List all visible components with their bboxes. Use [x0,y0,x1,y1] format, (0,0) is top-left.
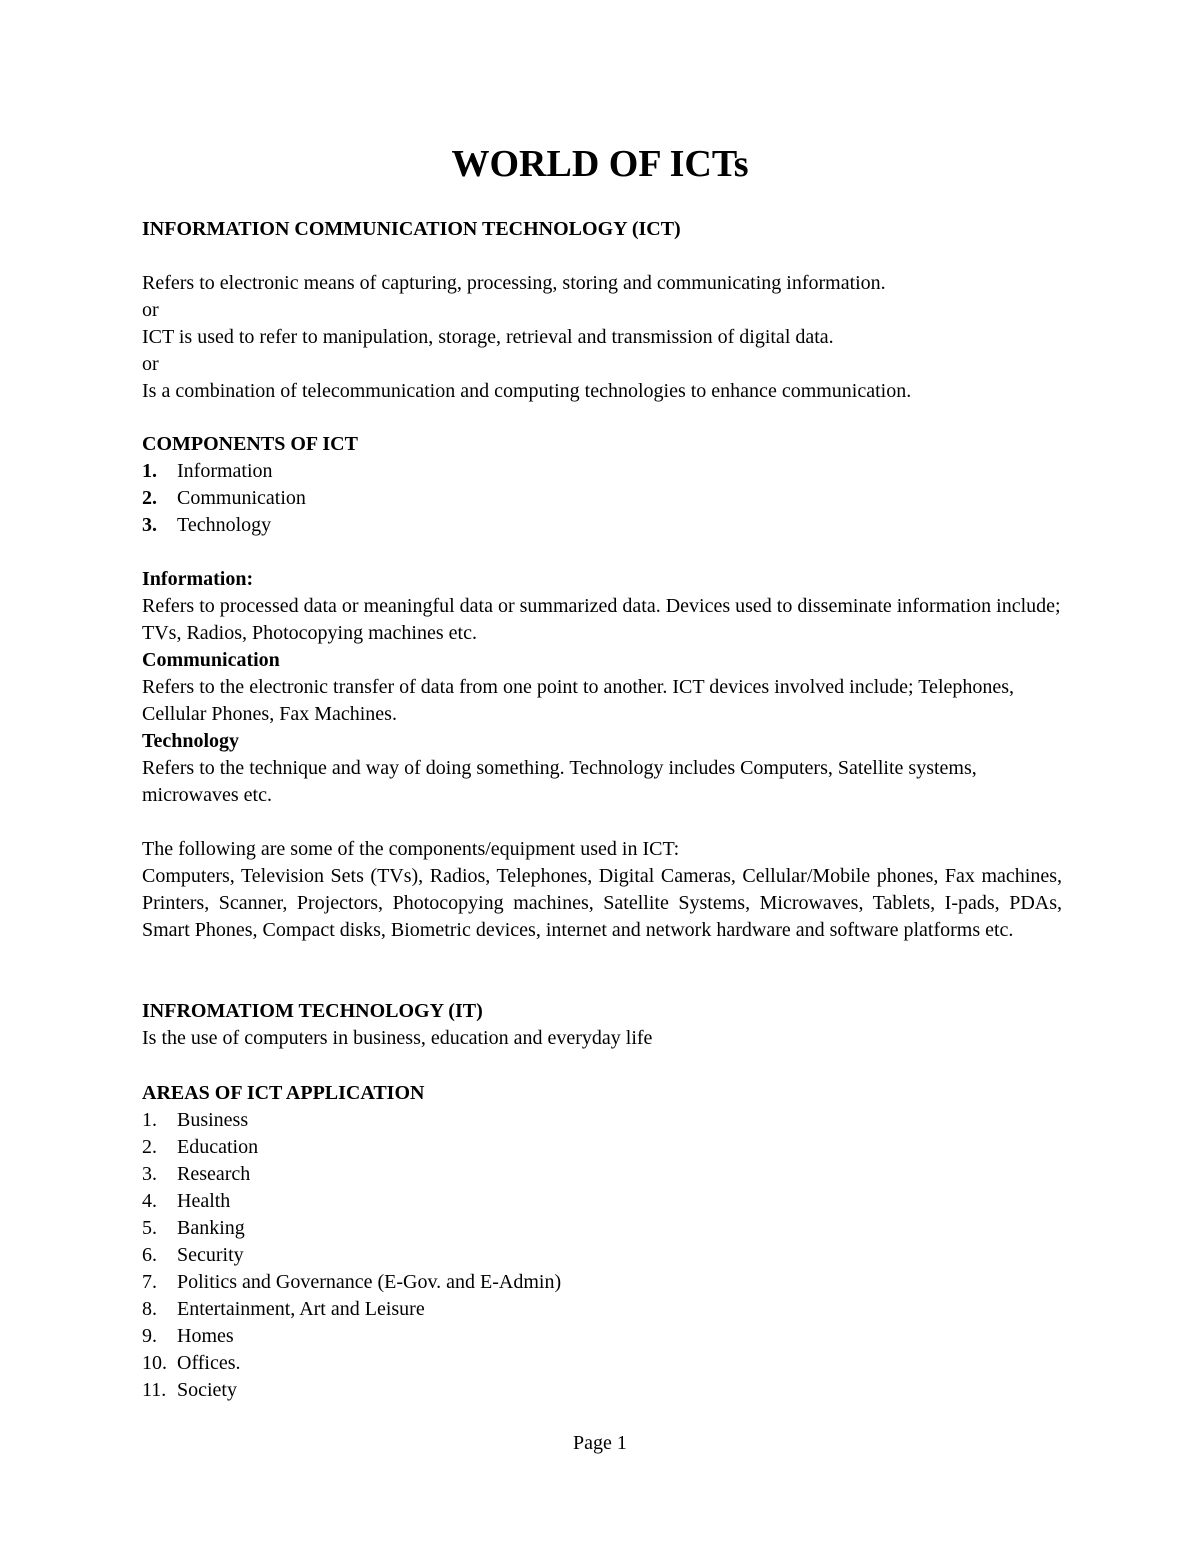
page-number: Page 1 [573,1432,627,1454]
it-section [142,998,1062,1052]
list-item [142,1107,1062,1134]
list-number: 2. [142,487,157,509]
list-item [142,1242,1062,1269]
it-text: Is the use of computers in business, education and everyday life [142,1027,653,1049]
communication-heading: Communication [142,649,280,671]
list-label: Politics and Governance (E-Gov. and E-Admin) [177,1271,562,1293]
ict-section [142,216,1062,405]
list-number: 6. [142,1244,157,1266]
list-number: 3. [142,1163,157,1185]
components-list [142,458,1062,539]
it-heading: INFROMATIOM TECHNOLOGY (IT) [142,1000,483,1022]
equipment-intro: The following are some of the components/equipment used in ICT: [142,838,680,860]
list-item [142,485,1062,512]
list-label: Education [177,1136,259,1158]
list-number: 3. [142,514,157,536]
list-label: Research [177,1163,251,1185]
list-label: Information [177,460,273,482]
list-item [142,1350,1062,1377]
list-number: 1. [142,460,157,482]
list-number: 9. [142,1325,157,1347]
areas-section [142,1080,1062,1404]
list-label: Business [177,1109,249,1131]
list-item [142,1323,1062,1350]
list-item [142,512,1062,539]
list-item [142,1161,1062,1188]
list-label: Society [177,1379,237,1401]
list-number: 2. [142,1136,157,1158]
communication-text: Refers to the electronic transfer of data from one point to another. ICT devices involved include; Telephones, Cellular Phones, Fax Machines. [142,676,1015,725]
page-title: WORLD OF ICTs [451,143,749,185]
list-number: 11. [142,1379,167,1401]
areas-heading: AREAS OF ICT APPLICATION [142,1082,425,1104]
list-item [142,458,1062,485]
list-item [142,1377,1062,1404]
or-separator-2: or [142,353,159,375]
components-heading: COMPONENTS OF ICT [142,433,358,455]
information-text: Refers to processed data or meaningful data or summarized data. Devices used to disseminate information include; TVs, Radios, Photocopying machines etc. [142,595,1061,644]
list-label: Homes [177,1325,234,1347]
document-page [142,0,1062,1553]
equipment-text: Computers, Television Sets (TVs), Radios, Telephones, Digital Cameras, Cellular/Mobile phones, Fax machines, Printers, Scanner, Projectors, Photocopying machines, Satellite Systems, Microwaves, Tablets, I-pads, PDAs, Smart Phones, Compact disks, Biometric devices, internet and network hardware and software platforms etc. [142,865,1062,941]
list-item [142,1215,1062,1242]
list-label: Security [177,1244,244,1266]
list-label: Entertainment, Art and Leisure [177,1298,425,1320]
component-definitions [142,566,1062,809]
ict-heading: INFORMATION COMMUNICATION TECHNOLOGY (ICT) [142,218,681,240]
list-number: 1. [142,1109,157,1131]
list-item [142,1188,1062,1215]
ict-definition-3: Is a combination of telecommunication and computing technologies to enhance communication. [142,380,912,402]
list-item [142,1269,1062,1296]
list-item [142,1296,1062,1323]
list-number: 5. [142,1217,157,1239]
or-separator-1: or [142,299,159,321]
list-label: Technology [177,514,272,536]
list-number: 7. [142,1271,157,1293]
technology-text: Refers to the technique and way of doing something. Technology includes Computers, Satellite systems, microwaves etc. [142,757,977,806]
technology-heading: Technology [142,730,240,752]
areas-list [142,1107,1062,1404]
ict-definition-1: Refers to electronic means of capturing, processing, storing and communicating information. [142,272,886,294]
spacer [142,243,1062,270]
list-number: 10. [142,1352,167,1374]
components-section [142,431,1062,539]
list-label: Banking [177,1217,245,1239]
equipment-section [142,836,1062,944]
list-label: Offices. [177,1352,241,1374]
list-label: Health [177,1190,231,1212]
information-heading: Information: [142,568,254,590]
list-number: 4. [142,1190,157,1212]
ict-definition-2: ICT is used to refer to manipulation, storage, retrieval and transmission of digital data. [142,326,834,348]
list-number: 8. [142,1298,157,1320]
list-label: Communication [177,487,306,509]
list-item [142,1134,1062,1161]
